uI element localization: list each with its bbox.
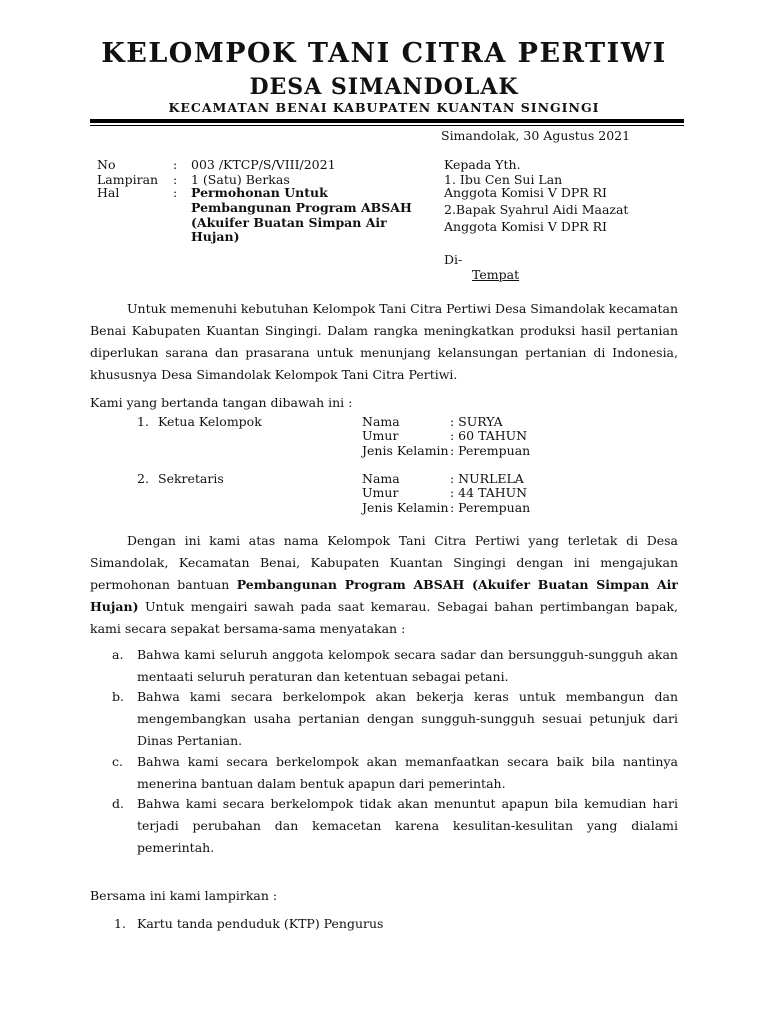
signer-umur-value: : 44 TAHUN: [450, 485, 528, 500]
statement-item: Bahwa kami secara berkelompok akan bekerja keras untuk membangun dan mengembangkan usaha pertanian dengan sungguh-sungguh sesuai petunjuk dari Dinas Pertanian.: [137, 689, 678, 748]
statement-item: Bahwa kami secara berkelompok tidak akan menuntut apapun bila kemudian hari terjadi perubahan dan kemacetan karena kesulitan-kesulitan yang dialami pemerintah.: [137, 796, 678, 855]
meta-hal-line: Hujan): [191, 229, 240, 244]
meta-hal-line: (Akuifer Buatan Simpan Air: [191, 215, 387, 230]
statement-marker: c.: [112, 754, 123, 769]
request-paragraph: [90, 530, 678, 640]
statement-item: Bahwa kami secara berkelompok akan memanfaatkan secara baik bila nantinya menerina bantuan dalam bentuk apapun dari pemerintah.: [137, 754, 678, 791]
signer-number: 2.: [137, 471, 149, 486]
signer-jk-label: Jenis Kelamin: [362, 500, 449, 515]
statement-marker: d.: [112, 796, 124, 811]
recipient-line: 2.Bapak Syahrul Aidi Maazat: [444, 202, 629, 217]
request-program-name: Pembangunan Program ABSAH (Akuifer Buatan Simpan Air Hujan): [90, 577, 678, 614]
meta-hal-line: Pembangunan Program ABSAH: [191, 200, 412, 215]
recipient-line: Kepada Yth.: [444, 157, 521, 172]
recipient-line: Anggota Komisi V DPR RI: [444, 185, 607, 200]
signers-intro: Kami yang bertanda tangan dibawah ini :: [90, 395, 353, 410]
letter-date: Simandolak, 30 Agustus 2021: [441, 128, 631, 143]
meta-hal-label: Hal: [97, 185, 120, 200]
meta-no-value: 003 /KTCP/S/VIII/2021: [191, 157, 336, 172]
statement-marker: a.: [112, 647, 124, 662]
statement-marker: b.: [112, 689, 124, 704]
meta-colon: :: [173, 157, 178, 172]
signer-role: Sekretaris: [158, 471, 224, 486]
letterhead-divider-thick: [90, 119, 684, 123]
recipient-di: Di-: [444, 252, 463, 267]
letterhead-district: KECAMATAN BENAI KABUPATEN KUANTAN SINGINGI: [168, 100, 600, 115]
signer-nama-label: Nama: [362, 414, 400, 429]
meta-hal-line: Permohonan Untuk: [191, 185, 328, 200]
signer-umur-label: Umur: [362, 485, 399, 500]
meta-lampiran-label: Lampiran: [97, 172, 159, 187]
signer-nama-value: : NURLELA: [450, 471, 524, 486]
request-text-continued: Untuk mengairi sawah pada saat kemarau. Sebagai bahan pertimbangan bapak, kami secara sepakat bersama-sama menyatakan :: [90, 599, 678, 636]
meta-colon: :: [173, 185, 178, 200]
meta-lampiran-value: 1 (Satu) Berkas: [191, 172, 290, 187]
request-text: Dengan ini kami atas nama Kelompok Tani Citra Pertiwi yang terletak di Desa Simandolak, Kecamatan Benai, Kabupaten Kuantan Singingi dengan ini mengajukan permohonan bantuan: [90, 533, 678, 592]
signer-jk-label: Jenis Kelamin: [362, 443, 449, 458]
recipient-tempat: Tempat: [472, 267, 520, 282]
signer-jk-value: : Perempuan: [450, 443, 531, 458]
meta-colon: :: [173, 172, 178, 187]
attachment-item: Kartu tanda penduduk (KTP) Pengurus: [137, 916, 384, 931]
meta-no-label: No: [97, 157, 116, 172]
intro-paragraph: Untuk memenuhi kebutuhan Kelompok Tani Citra Pertiwi Desa Simandolak kecamatan Benai Kabupaten Kuantan Singingi. Dalam rangka meningkatkan produksi hasil pertanian diperlukan sarana dan prasarana untuk menunjang kelansungan pertanian di Indonesia, khususnya Desa Simandolak Kelompok Tani Citra Pertiwi.: [90, 301, 679, 382]
signer-umur-label: Umur: [362, 428, 399, 443]
recipient-line: Anggota Komisi V DPR RI: [444, 219, 607, 234]
signer-jk-value: : Perempuan: [450, 500, 531, 515]
signer-nama-value: : SURYA: [450, 414, 503, 429]
letterhead-village: DESA SIMANDOLAK: [249, 74, 519, 100]
signer-role: Ketua Kelompok: [158, 414, 262, 429]
signer-umur-value: : 60 TAHUN: [450, 428, 528, 443]
letterhead-divider-thin: [90, 125, 684, 126]
statement-item: Bahwa kami seluruh anggota kelompok secara sadar dan bersungguh-sungguh akan mentaati seluruh peraturan dan ketentuan sebagai petani.: [137, 647, 678, 684]
letterhead-org-name: KELOMPOK TANI CITRA PERTIWI: [101, 38, 667, 69]
recipient-line: 1. Ibu Cen Sui Lan: [444, 172, 563, 187]
signer-number: 1.: [137, 414, 149, 429]
attachment-number: 1.: [114, 916, 126, 931]
attachments-intro: Bersama ini kami lampirkan :: [90, 888, 278, 903]
signer-nama-label: Nama: [362, 471, 400, 486]
